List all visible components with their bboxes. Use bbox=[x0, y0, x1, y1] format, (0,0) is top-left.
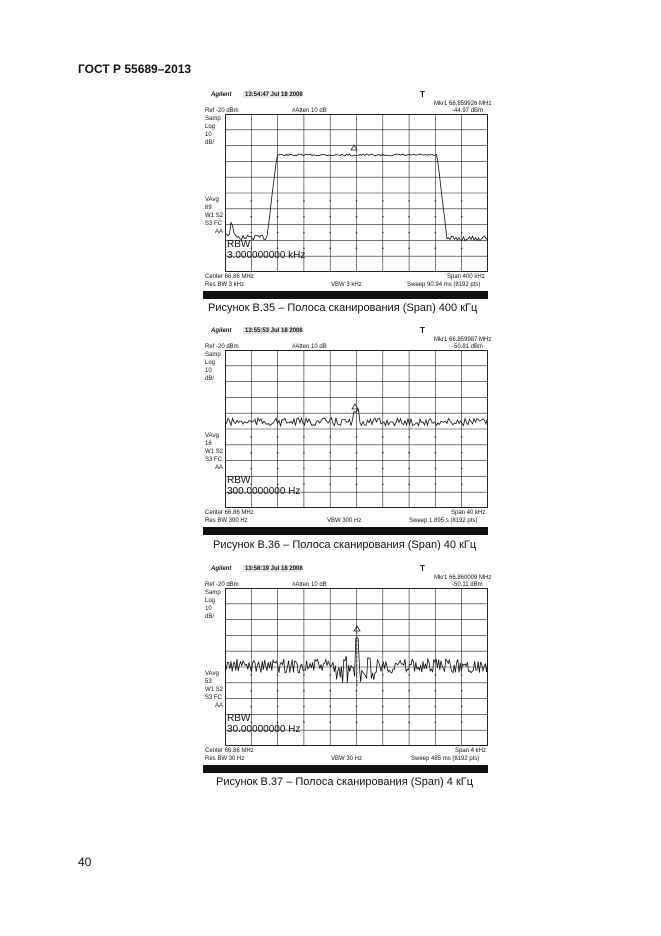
grid-dot bbox=[382, 452, 384, 454]
s3fc-label: S3 FC bbox=[205, 221, 223, 227]
figure-caption: Рисунок В.35 – Полоса сканирования (Span) 400 кГц bbox=[208, 302, 478, 314]
grid-dot bbox=[461, 674, 463, 676]
ref-level: Ref -20 dBm bbox=[205, 582, 239, 588]
aa-label: AA bbox=[215, 703, 224, 709]
grid-dot bbox=[356, 722, 358, 724]
grid-dot bbox=[329, 722, 331, 724]
grid-dot bbox=[461, 232, 463, 234]
rbw-label: RBW bbox=[227, 475, 251, 486]
grid-dot bbox=[303, 706, 305, 708]
grid-dot bbox=[461, 722, 463, 724]
grid-dot bbox=[461, 248, 463, 250]
grid-dot bbox=[435, 468, 437, 470]
figure-b36 bbox=[203, 326, 492, 554]
grid-dot bbox=[356, 452, 358, 454]
scale-unit: dB/ bbox=[205, 376, 215, 382]
grid-dot bbox=[382, 436, 384, 438]
grid-dot bbox=[356, 690, 358, 692]
avg-count: 16 bbox=[205, 441, 212, 447]
rbw-label: RBW bbox=[227, 239, 251, 250]
grid-dot bbox=[303, 248, 305, 250]
grid-dot bbox=[408, 674, 410, 676]
samp-label: Samp bbox=[205, 352, 221, 358]
grid-dot bbox=[251, 216, 253, 218]
grid-dot bbox=[408, 690, 410, 692]
grid-dot bbox=[461, 200, 463, 202]
grid-dot bbox=[356, 200, 358, 202]
grid-dot bbox=[329, 484, 331, 486]
grid-dot bbox=[251, 200, 253, 202]
grid-dot bbox=[251, 690, 253, 692]
grid-dot bbox=[435, 248, 437, 250]
vavg-label: VAvg bbox=[205, 197, 219, 203]
grid-dot bbox=[435, 436, 437, 438]
grid-dot bbox=[251, 248, 253, 250]
brand-logo: Agilent bbox=[211, 92, 232, 98]
vavg-label: VAvg bbox=[205, 671, 219, 677]
grid-dot bbox=[303, 468, 305, 470]
graticule bbox=[225, 588, 488, 746]
figure-b35 bbox=[203, 90, 492, 318]
grid-dot bbox=[329, 248, 331, 250]
grid-dot bbox=[356, 468, 358, 470]
vbw: VBW 300 Hz bbox=[327, 518, 362, 524]
grid-dot bbox=[435, 216, 437, 218]
trigger-icon: T bbox=[420, 90, 425, 99]
grid-dot bbox=[461, 216, 463, 218]
rbw-value: 30.00000000 Hz bbox=[227, 724, 301, 735]
grid-dot bbox=[356, 706, 358, 708]
marker-label: Mkr1 66.860009 MHz bbox=[434, 575, 492, 581]
figure-caption: Рисунок В.36 – Полоса сканирования (Span) 40 кГц bbox=[213, 539, 477, 551]
grid-dot bbox=[277, 216, 279, 218]
grid-dot bbox=[303, 690, 305, 692]
grid-dot bbox=[408, 200, 410, 202]
span-value: Span 40 kHz bbox=[451, 510, 486, 516]
span-value: Span 4 kHz bbox=[455, 748, 487, 754]
sweep-time: Sweep 485 ms (8192 pts) bbox=[411, 756, 480, 762]
grid-dot bbox=[329, 232, 331, 234]
scale-value: 10 bbox=[205, 606, 212, 612]
timestamp: 13:55:53 Jul 18 2008 bbox=[245, 328, 303, 334]
w1s2-label: W1 S2 bbox=[205, 449, 224, 455]
grid-dot bbox=[435, 200, 437, 202]
grid-dot bbox=[329, 690, 331, 692]
grid-dot bbox=[435, 452, 437, 454]
figure-b37 bbox=[203, 564, 492, 792]
grid-dot bbox=[277, 232, 279, 234]
w1s2-label: W1 S2 bbox=[205, 687, 224, 693]
softkey-bar bbox=[203, 291, 488, 299]
aa-label: AA bbox=[215, 465, 224, 471]
marker-label: Mkr1 66.859926 MHz bbox=[434, 101, 492, 107]
graticule bbox=[225, 350, 488, 508]
grid-dot bbox=[435, 484, 437, 486]
grid-dot bbox=[329, 216, 331, 218]
marker-value: -50.81 dBm bbox=[452, 344, 484, 350]
grid-dot bbox=[356, 484, 358, 486]
analyzer-top-bar bbox=[203, 90, 488, 101]
timestamp: 13:58:19 Jul 18 2008 bbox=[245, 566, 303, 572]
grid-dot bbox=[303, 722, 305, 724]
grid-dot bbox=[277, 674, 279, 676]
analyzer-top-bar bbox=[203, 564, 488, 575]
grid-dot bbox=[277, 452, 279, 454]
softkey-bar bbox=[203, 527, 488, 535]
grid-dot bbox=[461, 706, 463, 708]
grid-dot bbox=[303, 436, 305, 438]
grid-dot bbox=[461, 436, 463, 438]
grid-dot bbox=[329, 674, 331, 676]
grid-dot bbox=[382, 484, 384, 486]
spectrum-display bbox=[225, 588, 488, 746]
grid-dot bbox=[303, 452, 305, 454]
grid-dot bbox=[277, 436, 279, 438]
grid-dot bbox=[277, 690, 279, 692]
grid-dot bbox=[356, 674, 358, 676]
rbw-label: RBW bbox=[227, 713, 251, 724]
grid-dot bbox=[303, 200, 305, 202]
grid-dot bbox=[329, 452, 331, 454]
grid-dot bbox=[251, 468, 253, 470]
grid-dot bbox=[329, 436, 331, 438]
grid-dot bbox=[382, 690, 384, 692]
trigger-icon: T bbox=[420, 326, 425, 335]
grid-dot bbox=[461, 468, 463, 470]
grid-dot bbox=[303, 216, 305, 218]
grid-dot bbox=[277, 468, 279, 470]
grid-dot bbox=[382, 674, 384, 676]
grid-dot bbox=[277, 484, 279, 486]
scale-unit: dB/ bbox=[205, 140, 215, 146]
center-frequency: Center 66.86 MHz bbox=[205, 748, 254, 754]
grid-dot bbox=[303, 484, 305, 486]
grid-dot bbox=[277, 248, 279, 250]
grid-dot bbox=[435, 690, 437, 692]
grid-dot bbox=[251, 436, 253, 438]
log-label: Log bbox=[205, 598, 216, 604]
grid-dot bbox=[356, 436, 358, 438]
grid-dot bbox=[382, 248, 384, 250]
grid-dot bbox=[356, 216, 358, 218]
grid-dot bbox=[277, 706, 279, 708]
grid-dot bbox=[408, 468, 410, 470]
grid-dot bbox=[251, 722, 253, 724]
figure-caption: Рисунок В.37 – Полоса сканирования (Span) 4 кГц bbox=[216, 776, 474, 788]
grid-dot bbox=[277, 722, 279, 724]
marker-label: Mkr1 66.859987 MHz bbox=[434, 337, 492, 343]
res-bw: Res BW 30 Hz bbox=[205, 756, 245, 762]
res-bw: Res BW 300 Hz bbox=[205, 518, 248, 524]
attenuation: #Atten 10 dB bbox=[292, 344, 327, 350]
grid-dot bbox=[408, 722, 410, 724]
attenuation: #Atten 10 dB bbox=[292, 582, 327, 588]
sweep-time: Sweep 1.895 s (8192 pts) bbox=[409, 518, 478, 524]
log-label: Log bbox=[205, 360, 216, 366]
grid-dot bbox=[251, 484, 253, 486]
grid-dot bbox=[408, 232, 410, 234]
grid-dot bbox=[382, 468, 384, 470]
spectrum-display bbox=[225, 114, 488, 272]
grid-dot bbox=[303, 674, 305, 676]
avg-count: 53 bbox=[205, 679, 212, 685]
grid-dot bbox=[408, 452, 410, 454]
page-number: 40 bbox=[78, 855, 92, 869]
ref-level: Ref -20 dBm bbox=[205, 108, 239, 114]
aa-label: AA bbox=[215, 229, 224, 235]
attenuation: #Atten 10 dB bbox=[292, 108, 327, 114]
grid-dot bbox=[408, 484, 410, 486]
s3fc-label: S3 FC bbox=[205, 695, 223, 701]
samp-label: Samp bbox=[205, 116, 221, 122]
marker-value: -50.11 dBm bbox=[452, 582, 483, 588]
grid-dot bbox=[329, 200, 331, 202]
spectrum-display bbox=[225, 350, 488, 508]
grid-dot bbox=[382, 232, 384, 234]
marker-value: -44.97 dBm bbox=[452, 108, 484, 114]
scale-unit: dB/ bbox=[205, 614, 215, 620]
center-frequency: Center 66.86 MHz bbox=[205, 510, 254, 516]
analyzer-top-bar bbox=[203, 326, 488, 337]
grid-dot bbox=[408, 436, 410, 438]
grid-dot bbox=[382, 722, 384, 724]
grid-dot bbox=[329, 706, 331, 708]
brand-logo: Agilent bbox=[211, 328, 232, 334]
grid-dot bbox=[461, 690, 463, 692]
s3fc-label: S3 FC bbox=[205, 457, 223, 463]
grid-dot bbox=[251, 232, 253, 234]
grid-dot bbox=[251, 706, 253, 708]
span-value: Span 400 kHz bbox=[447, 274, 485, 280]
center-frequency: Center 66.86 MHz bbox=[205, 274, 254, 280]
brand-logo: Agilent bbox=[211, 566, 232, 572]
trigger-icon: T bbox=[420, 564, 425, 573]
grid-dot bbox=[408, 216, 410, 218]
grid-dot bbox=[435, 674, 437, 676]
rbw-value: 300.0000000 Hz bbox=[227, 486, 301, 497]
samp-label: Samp bbox=[205, 590, 221, 596]
grid-dot bbox=[435, 706, 437, 708]
grid-dot bbox=[435, 232, 437, 234]
grid-dot bbox=[461, 484, 463, 486]
vbw: VBW 3 kHz bbox=[331, 282, 362, 288]
rbw-value: 3.000000000 kHz bbox=[227, 250, 306, 261]
grid-dot bbox=[382, 216, 384, 218]
grid-dot bbox=[356, 232, 358, 234]
vavg-label: VAvg bbox=[205, 433, 219, 439]
marker-icon bbox=[352, 404, 358, 409]
grid-dot bbox=[435, 722, 437, 724]
grid-dot bbox=[461, 452, 463, 454]
log-label: Log bbox=[205, 124, 216, 130]
grid-dot bbox=[303, 232, 305, 234]
avg-count: 69 bbox=[205, 205, 212, 211]
grid-dot bbox=[356, 248, 358, 250]
grid-dot bbox=[251, 452, 253, 454]
grid-dot bbox=[408, 248, 410, 250]
timestamp: 13:54:47 Jul 18 2008 bbox=[245, 92, 303, 98]
grid-dot bbox=[251, 674, 253, 676]
scale-value: 10 bbox=[205, 368, 212, 374]
scale-value: 10 bbox=[205, 132, 212, 138]
ref-level: Ref -20 dBm bbox=[205, 344, 239, 350]
res-bw: Res BW 3 kHz bbox=[205, 282, 245, 288]
grid-dot bbox=[329, 468, 331, 470]
w1s2-label: W1 S2 bbox=[205, 213, 224, 219]
document-header: ГОСТ Р 55689–2013 bbox=[78, 62, 192, 76]
sweep-time: Sweep 90.94 ms (8192 pts) bbox=[407, 282, 481, 288]
grid-dot bbox=[408, 706, 410, 708]
grid-dot bbox=[382, 200, 384, 202]
grid-dot bbox=[382, 706, 384, 708]
marker-icon bbox=[354, 626, 360, 631]
vbw: VBW 30 Hz bbox=[331, 756, 363, 762]
softkey-bar bbox=[203, 765, 488, 773]
graticule bbox=[225, 114, 488, 272]
grid-dot bbox=[277, 200, 279, 202]
